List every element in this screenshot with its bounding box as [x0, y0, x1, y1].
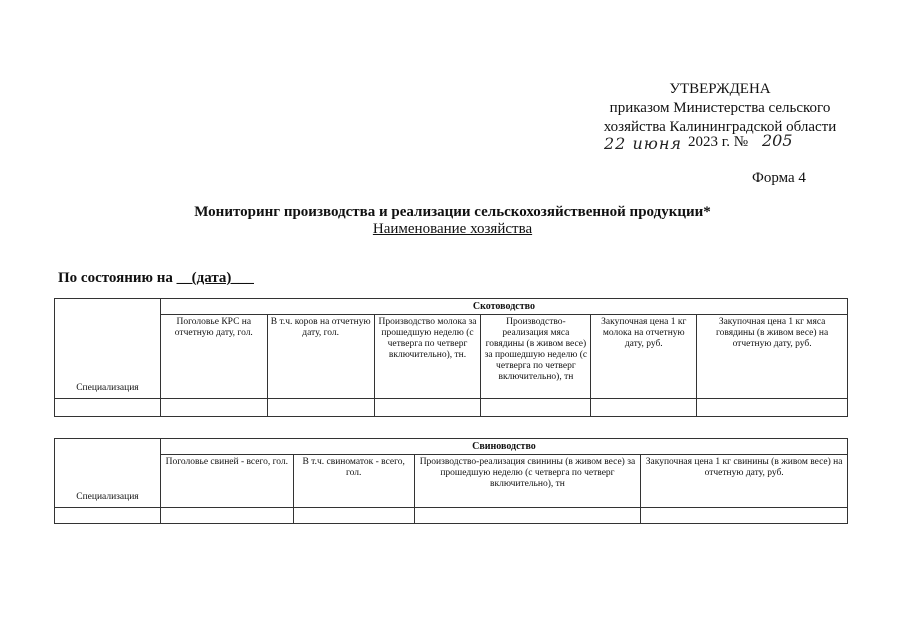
table2-col-2: В т.ч. свиноматок - всего, гол. [293, 455, 414, 508]
table1-cell[interactable] [374, 399, 481, 417]
table1-col-4: Производство-реализация мяса говядины (в живом весе) за прошедшую неделю (с четверга по четверг включительно), тн [481, 315, 591, 399]
table2-col-1: Поголовье свиней - всего, гол. [160, 455, 293, 508]
table2-spec-header: Специализация [55, 439, 161, 508]
table2-cell[interactable] [55, 508, 161, 524]
table1-cell[interactable] [55, 399, 161, 417]
table1-cell[interactable] [481, 399, 591, 417]
table1-col-5: Закупочная цена 1 кг молока на отчетную дату, руб. [591, 315, 697, 399]
table1-col-6: Закупочная цена 1 кг мяса говядины (в живом весе) на отчетную дату, руб. [697, 315, 848, 399]
approval-block [560, 80, 880, 137]
table2-data-row [55, 508, 848, 524]
table2-cell[interactable] [160, 508, 293, 524]
table2-cell[interactable] [293, 508, 414, 524]
table1-cell[interactable] [591, 399, 697, 417]
table1-cell[interactable] [697, 399, 848, 417]
table2-col-3: Производство-реализация свинины (в живом весе) за прошедшую неделю (с четверга по четверг включительно), тн [414, 455, 641, 508]
table2-col-4: Закупочная цена 1 кг свинины (в живом весе) на отчетную дату, руб. [641, 455, 848, 508]
document-title: Мониторинг производства и реализации сельскохозяйственной продукции* [194, 204, 711, 220]
as-of-blank: __(дата)___ [176, 270, 254, 286]
table1-cell[interactable] [267, 399, 374, 417]
table2-cell[interactable] [414, 508, 641, 524]
form-number: Форма 4 [752, 170, 806, 186]
approved-heading: УТВЕРЖДЕНА [669, 81, 771, 97]
approved-line-1: приказом Министерства сельского [609, 100, 831, 116]
pig-farming-table [54, 438, 848, 524]
table1-spec-header: Специализация [55, 299, 161, 399]
table1-data-row [55, 399, 848, 417]
farm-name-label: Наименование хозяйства [372, 221, 533, 237]
handwritten-date: 22 июня [604, 134, 682, 153]
table1-col-3: Производство молока за прошедшую неделю (с четверга по четверг включительно), тн. [374, 315, 481, 399]
table1-group-header: Скотоводство [160, 299, 847, 315]
as-of-label: По состоянию на [58, 270, 177, 286]
table1-col-1: Поголовье КРС на отчетную дату, гол. [160, 315, 267, 399]
handwritten-number: 205 [762, 131, 793, 150]
table2-cell[interactable] [641, 508, 848, 524]
table1-col-2: В т.ч. коров на отчетную дату, гол. [267, 315, 374, 399]
table2-group-header: Свиноводство [160, 439, 847, 455]
table1-cell[interactable] [160, 399, 267, 417]
as-of-date [58, 270, 254, 287]
order-year-label: 2023 г. № [688, 134, 749, 150]
livestock-table [54, 298, 848, 417]
approved-line-2: хозяйства Калининградской области [603, 119, 837, 135]
